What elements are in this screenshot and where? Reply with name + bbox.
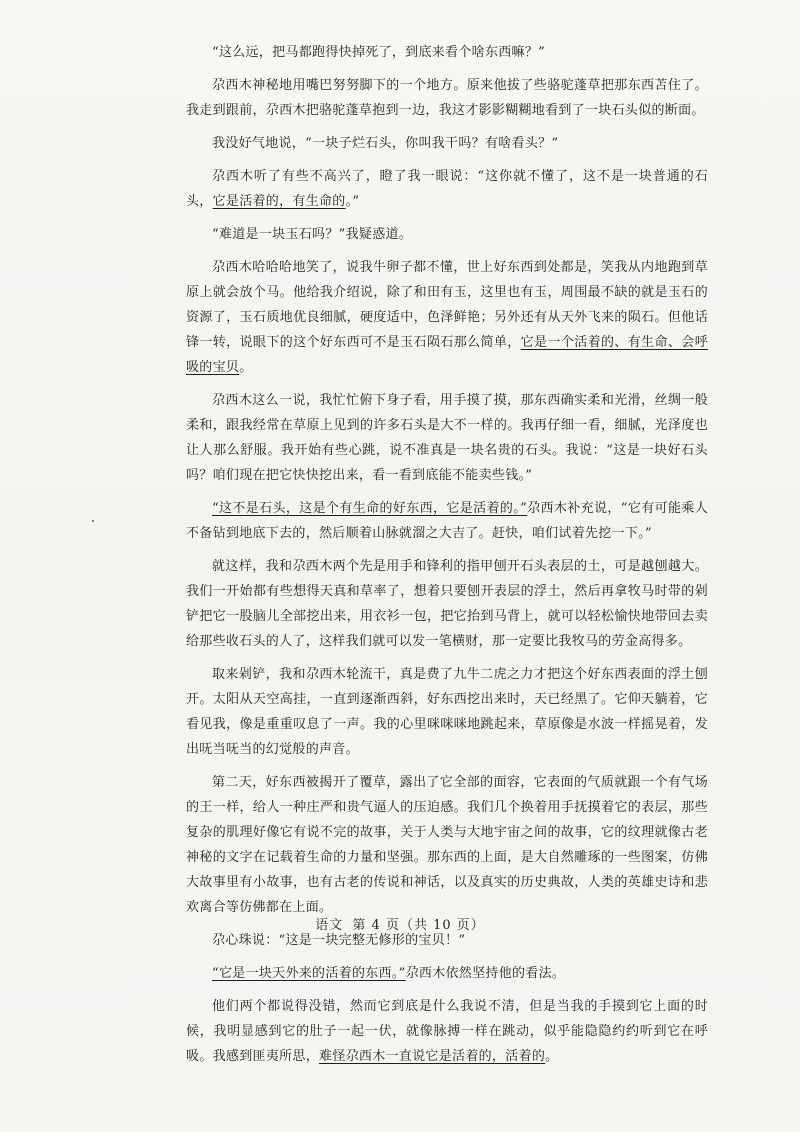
paragraph [186,496,708,546]
text-run: 。 [239,360,253,375]
scan-speck [92,520,94,522]
text-run: 尕西木神秘地用嘴巴努努脚下的一个地方。原来他拔了些骆驼蓬草把那东西苫住了。我走到跟前，尕西木把骆驼蓬草抱到一边，我这才影影糊糊地看到了一块石头似的断面。 [186,78,708,118]
paragraph [186,255,708,380]
paragraph [186,961,708,986]
text-run: 就这样，我和尕西木两个先是用手和锋利的指甲刨开石头表层的土，可是越刨越大。我们一开始都有些想得天真和草率了，想着只要刨开表层的浮土，然后再拿牧马时带的剁铲把它一股脑儿全部挖出来，用衣衫一包，把它抬到马背上，就可以轻松愉快地带回去卖给那些收石头的人了，这样我们就可以发一笔横财，那一定要比我牧马的劳金高得多。 [186,559,708,649]
text-run: 。” [345,194,360,209]
text-run: 尕西木补充说，“它有可能乘人不备钻到地底下去的，然后顺着山脉就溜之大吉了。赶快，咱们试着先挖一下。” [186,501,708,541]
paragraph [186,131,708,156]
text-run: “难道是一块玉石吗？”我疑惑道。 [212,227,413,242]
paragraph [186,73,708,123]
paragraph [186,164,708,214]
paragraph [186,388,708,488]
text-run: 尕西木这么一说，我忙忙俯下身子看，用手摸了摸，那东西确实柔和光滑，丝绸一般柔和，跟我经常在草原上见到的许多石头是大不一样的。我再仔细一看，细腻，光泽度也让人那么舒服。我开始有些心跳，说不准真是一块名贵的石头。我说：“这是一块好石头吗？咱们现在把它快快挖出来，看一看到底能不能卖些钱。” [186,393,708,483]
paragraph [186,662,708,762]
underlined-phrase: 难怪尕西木一直说它是活着的，活着的 [319,1049,546,1064]
footer-subject: 语文 [315,918,344,933]
page-footer [0,914,800,933]
paragraph [186,222,708,247]
underlined-phrase: 它是活着的，有生命的 [212,194,346,209]
text-run: 尕西木依然坚持他的看法。 [405,966,566,981]
paragraph [186,770,708,920]
footer-page-number: 第 4 页（共 10 页） [352,918,485,933]
paragraph [186,554,708,654]
underlined-phrase: “这不是石头，这是个有生命的好东西，它是活着的。” [212,501,528,516]
text-run: 我没好气地说，“一块子烂石头，你叫我干吗？有啥看头？” [212,136,559,151]
paragraph [186,994,708,1069]
text-run: 尕心珠说：“这是一块完整无修形的宝贝！” [212,933,466,948]
paragraph [186,40,708,65]
underlined-phrase: “它是一块天外来的活着的东西。” [212,966,406,981]
text-run: 第二天，好东西被揭开了覆草，露出了它全部的面容，它表面的气质就跟一个有气场的王一样，给人一种庄严和贵气逼人的压迫感。我们几个换着用手抚摸着它的表层，那些复杂的肌理好像它有说不完的故事，关于人类与大地宇宙之间的故事，它的纹理就像古老神秘的文字在记载着生命的力量和坚强。那东西的上面，是大自然雕琢的一些图案，仿佛大故事里有小故事，也有古老的传说和神话，以及真实的历史典故，人类的英雄史诗和悲欢离合等仿佛都在上面。 [186,775,708,915]
text-run: 尕西木哈哈哈地笑了，说我牛卵子都不懂，世上好东西到处都是，笑我从内地跑到草原上就会放个马。他给我介绍说，除了和田有玉，这里也有玉，周围最不缺的就是玉石的资源了，玉石质地优良细腻，硬度适中，色泽鲜艳；另外还有从天外飞来的陨石。但他话锋一转，说眼下的这个好东西可不是玉石陨石那么简单， [186,260,708,350]
text-run: 尕西木听了有些不高兴了，瞪了我一眼说：“这你就不懂了，这不是一块普通的石头， [186,169,708,209]
underlined-phrase: 它是一个活着的、有生命、会呼吸的宝贝 [186,335,708,375]
text-run: 。 [545,1049,559,1064]
text-run: 取来剁铲，我和尕西木轮流干，真是费了九牛二虎之力才把这个好东西表面的浮土刨开。太阳从天空高挂，一直到逐渐西斜，好东西挖出来时，天已经黑了。它仰天躺着，它看见我，像是重重叹息了一声。我的心里咪咪咪地跳起来，草原像是水波一样摇晃着，发出呒当呒当的幻觉般的声音。 [186,667,708,757]
text-run: 他们两个都说得没错，然而它到底是什么我说不清，但是当我的手摸到它上面的时候，我明显感到它的肚子一起一伏，就像脉搏一样在跳动，似乎能隐隐约约听到它在呼吸。我感到匪夷所思， [186,999,708,1064]
text-run: “这么远，把马都跑得快掉死了，到底来看个啥东西嘛？” [212,45,546,60]
